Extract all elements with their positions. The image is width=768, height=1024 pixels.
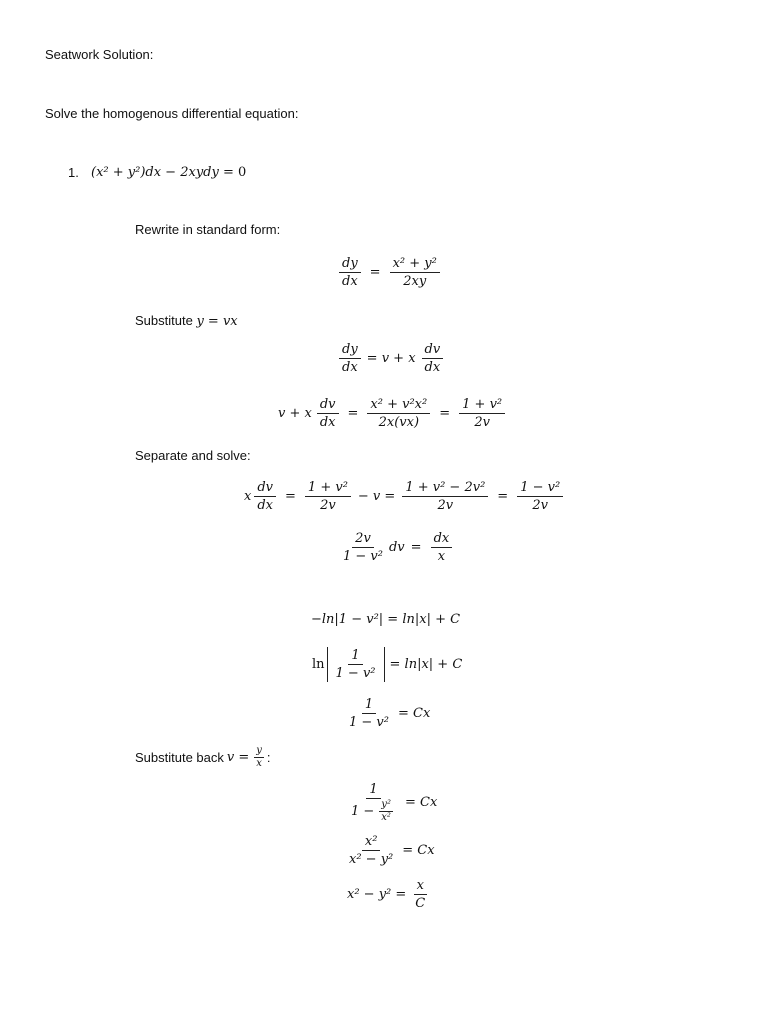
numerator: 1 + v² − 2v² bbox=[402, 479, 488, 497]
expression: = ln|x| + C bbox=[389, 657, 463, 672]
denominator: 2v bbox=[532, 498, 548, 513]
fraction bbox=[340, 530, 386, 565]
fraction bbox=[459, 396, 505, 431]
numerator: 1 + v² bbox=[459, 396, 505, 414]
denominator: 2v bbox=[320, 498, 336, 513]
denominator: dx bbox=[424, 360, 441, 375]
fraction bbox=[412, 877, 428, 912]
problem-number: 1. bbox=[68, 165, 79, 180]
colon: : bbox=[266, 749, 271, 765]
fraction bbox=[254, 745, 264, 770]
numerator: x² bbox=[362, 833, 381, 851]
expression: = v + x bbox=[366, 351, 416, 366]
problem-rhs: = 0 bbox=[222, 165, 247, 180]
numerator: 1 − v² bbox=[517, 479, 563, 497]
expression: = Cx bbox=[404, 795, 438, 810]
numerator: 1 bbox=[348, 647, 362, 665]
equation-separate bbox=[244, 479, 566, 514]
step-rewrite-label: Rewrite in standard form: bbox=[135, 222, 281, 237]
denominator: x bbox=[437, 549, 446, 564]
substitute-back-math: v = bbox=[226, 749, 250, 765]
numerator: dy bbox=[339, 341, 361, 359]
expression: x² − y² = bbox=[347, 887, 407, 902]
denominator: x² − y² bbox=[349, 852, 394, 867]
expression: −ln|1 − v²| = ln|x| + C bbox=[311, 612, 461, 627]
equation-simplified bbox=[343, 833, 435, 868]
equals-sign: = bbox=[439, 406, 451, 421]
fraction bbox=[339, 255, 361, 290]
denominator: 2x(vx) bbox=[378, 415, 420, 430]
denominator: 2xy bbox=[403, 274, 427, 289]
numerator: 2v bbox=[352, 530, 374, 548]
equation-log-form bbox=[312, 647, 462, 682]
numerator: dx bbox=[431, 530, 453, 548]
fraction bbox=[305, 479, 351, 514]
numerator: 1 bbox=[366, 781, 380, 799]
equation-substituted bbox=[278, 396, 508, 431]
nested-fraction bbox=[376, 799, 396, 824]
step-substitute-label bbox=[135, 313, 238, 330]
equation-back-sub bbox=[345, 781, 437, 824]
equation-final bbox=[347, 877, 431, 912]
numerator: dv bbox=[422, 341, 444, 359]
log-function: ln bbox=[312, 657, 325, 672]
fraction bbox=[346, 696, 392, 731]
equals-sign: = bbox=[497, 489, 509, 504]
numerator: x² + v²x² bbox=[367, 396, 430, 414]
step-separate-label: Separate and solve: bbox=[135, 448, 251, 463]
expression: = Cx bbox=[397, 706, 431, 721]
equals-sign: = bbox=[285, 489, 296, 504]
equals-sign: = bbox=[410, 540, 422, 555]
fraction bbox=[517, 479, 563, 514]
denominator: 1 − v² bbox=[335, 666, 376, 681]
denominator: C bbox=[415, 896, 426, 911]
denominator bbox=[348, 799, 399, 824]
fraction bbox=[367, 396, 430, 431]
numerator: y bbox=[256, 745, 262, 756]
substitute-back-fraction bbox=[251, 745, 267, 770]
page-title: Seatwork Solution: bbox=[45, 47, 154, 62]
denominator: 2v bbox=[437, 498, 454, 513]
fraction bbox=[254, 479, 276, 514]
denominator: dx bbox=[342, 274, 358, 289]
expression: − v = bbox=[357, 489, 396, 504]
numerator: dv bbox=[254, 479, 276, 497]
expression: = Cx bbox=[402, 843, 435, 858]
fraction bbox=[379, 799, 393, 824]
equation-standard-form bbox=[336, 255, 443, 290]
fraction bbox=[431, 530, 453, 565]
denominator: dx bbox=[257, 498, 273, 513]
substitute-back-text: Substitute back bbox=[135, 749, 224, 765]
problem-lhs: (x² + y²)dx − 2xydy bbox=[91, 165, 219, 180]
denominator: x² bbox=[381, 812, 391, 823]
variable: x bbox=[244, 489, 252, 504]
instruction-text: Solve the homogenous differential equation: bbox=[45, 106, 299, 121]
numerator: dv bbox=[317, 396, 339, 414]
denominator: 1 − v² bbox=[349, 715, 389, 730]
fraction bbox=[346, 833, 396, 868]
denominator: dx bbox=[319, 415, 336, 430]
numerator: 1 bbox=[362, 696, 376, 714]
denominator: x bbox=[256, 758, 262, 769]
step-back-label bbox=[135, 745, 271, 770]
expression: v + x bbox=[278, 406, 312, 421]
denominator: dx bbox=[342, 360, 358, 375]
equals-sign: = bbox=[369, 265, 381, 280]
equation-integrated bbox=[311, 612, 460, 627]
problem-equation bbox=[91, 165, 246, 181]
fraction bbox=[317, 396, 339, 431]
fraction bbox=[402, 479, 488, 514]
fraction bbox=[348, 781, 399, 824]
numerator: y² bbox=[381, 799, 391, 810]
numerator: x² + y² bbox=[390, 255, 440, 273]
expression: 1 − bbox=[351, 804, 375, 819]
substitute-math: y = vx bbox=[196, 314, 238, 329]
fraction bbox=[333, 647, 379, 682]
fraction bbox=[390, 255, 440, 290]
numerator: x bbox=[414, 877, 427, 895]
equation-derivative-sub bbox=[336, 341, 446, 376]
fraction bbox=[422, 341, 444, 376]
equation-cx bbox=[343, 696, 430, 731]
equation-separated-variables bbox=[337, 530, 455, 565]
fraction bbox=[339, 341, 361, 376]
denominator: 1 − v² bbox=[343, 549, 383, 564]
absolute-value bbox=[327, 647, 385, 682]
equals-sign: = bbox=[347, 406, 359, 421]
numerator: dy bbox=[339, 255, 361, 273]
numerator: 1 + v² bbox=[305, 479, 351, 497]
differential: dv bbox=[388, 540, 405, 555]
denominator: 2v bbox=[474, 415, 490, 430]
substitute-text: Substitute bbox=[135, 313, 197, 328]
